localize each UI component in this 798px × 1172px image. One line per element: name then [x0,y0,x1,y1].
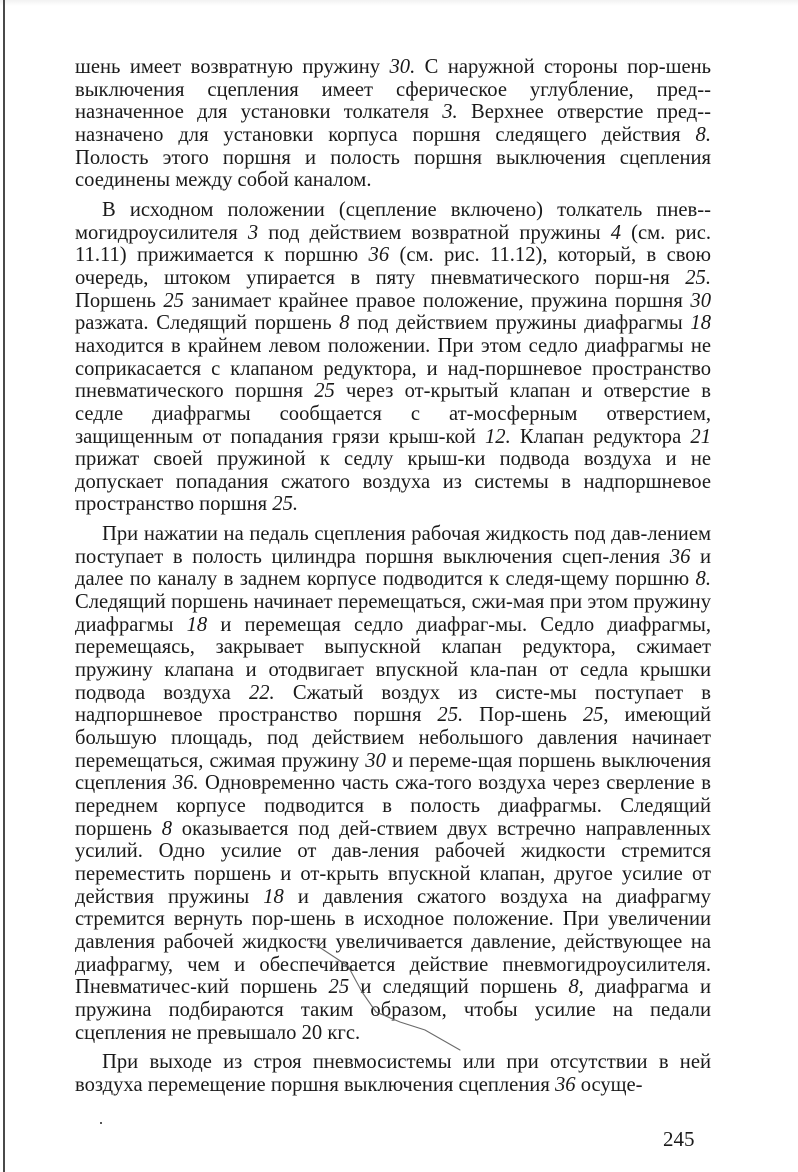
reference-number: 25. [272,493,299,516]
reference-number: 18 [186,613,208,636]
reference-number: 18 [690,312,711,335]
text-run: оказывается под дей-ствием двух встречно направленных усилий. Одно усилие от дав-ления рабочей жидкости стремится переместить поршень и от-крыть впускной клапан, другое усилие от действия пружины [75,817,711,908]
reference-number: 25. [685,266,711,289]
reference-number: 25 [328,976,350,999]
paragraph-1 [75,56,711,192]
text-run: (см. рис. 11.11) прижимается к поршню [75,221,711,267]
reference-number: 25. [437,704,464,727]
text-run: Одновременно часть сжа-того воздуха через сверление в переднем корпусе подводится в полость диафрагмы. Следящий поршень [75,772,711,840]
reference-number: 36 [368,244,390,267]
paragraph-3 [75,523,711,1044]
text-run: Верхнее отверстие пред-назначено для установки корпуса поршня следящего действия [75,101,711,146]
text-run: (см. рис. 11.12), который, в свою очередь, штоком упирается в пяту пневматического порш-ня [75,244,711,289]
reference-number: 3 [247,221,259,244]
text-run: находится в крайнем левом положении. При этом седло диафрагмы не соприкасается с клапаном редуктора, и над-поршневое пространство пневматического поршня [75,334,711,403]
reference-number: 25 [163,289,184,312]
scan-edge-top [0,0,798,6]
text-run: Сжатый воздух из систе-мы поступает в надпоршневое пространство поршня [75,681,711,727]
reference-number: 8, [568,976,584,999]
text-run: и переме-щая поршень выключения сцепления [75,749,711,795]
text-run: Полость этого поршня и полость поршня выключения сцепления соединены между собой каналом. [75,146,711,192]
text-run: под действием пружины диафрагмы [349,312,691,335]
text-run: При выходе из строя пневмосистемы или при отсутствии в ней воздуха перемещение поршня выключения сцепления [75,1051,711,1096]
reference-number: 30 [365,749,386,772]
reference-number: 8. [695,568,711,591]
page-number: 245 [663,1127,695,1151]
text-run: шень имеет возвратную пружину [75,56,390,78]
reference-number: 36 [669,545,691,568]
reference-number: 8 [161,817,173,840]
text-run: При нажатии на педаль сцепления рабочая жидкость под дав-лением поступает в полость цилиндра поршня выключения сцеп-ления [75,523,711,568]
page-body [75,56,711,1097]
reference-number: 25 [314,380,335,403]
paragraph-2 [75,199,711,516]
scan-edge-left [3,0,5,1172]
reference-number: 8. [695,123,711,146]
reference-number: 3. [442,101,458,124]
reference-number: 22. [248,681,275,704]
text-run: через от-крытый клапан и отверстие в седле диафрагмы сообщается с ат-мосферным отверстием, защищенным от попадания грязи крыш-кой [75,380,711,448]
stray-mark [100,1122,102,1124]
reference-number: 4 [610,221,621,244]
reference-number: 12. [484,425,511,448]
text-run: занимает крайнее правое положение, пружина поршня [183,289,691,312]
text-run: Поршень [75,289,164,312]
text-run: и давления сжатого воздуха на диафрагму стремится вернуть пор-шень в исходное положение. При увеличении давления рабочей жидкости увеличивается давление, действующее на диафрагму, чем и обеспечивается действие пневмогидроусилителя. Пневматичес-кий поршень [75,885,711,999]
reference-number: 30 [690,289,711,312]
reference-number: 8 [339,312,350,335]
text-run: осуще- [575,1073,643,1096]
text-run: разжата. Следящий поршень [75,312,340,335]
text-run: под действием возвратной пружины [258,221,611,244]
text-run: и следящий поршень [349,976,569,999]
reference-number: 21 [690,425,711,448]
reference-number: 25 [582,704,604,727]
text-run: С наружной стороны пор-шень выключения сцепления имеет сферическое углубление, пред-назначенное для установки толкателя [75,56,711,124]
text-run: и перемещая седло диафраг-мы. Седло диафрагмы, перемещаясь, закрывает выпускной клапан редуктора, сжимает пружину клапана и отодвигает впускной кла-пан от седла крышки подвода воздуха [75,613,711,704]
text-run: , имеющий большую площадь, под действием небольшого давления начинает перемещаться, сжимая пружину [75,704,711,772]
paragraph-4 [75,1051,711,1096]
text-run: Пор-шень [463,704,583,727]
text-run: диафрагма и пружина подбираются таким образом, чтобы усилие на педали сцепления не превышало 20 кгс. [75,976,711,1044]
text-run: прижат своей пружиной к седлу крыш-ки подвода воздуха и не допускает попадания сжатого воздуха из системы в надпоршневое пространство поршня [75,448,711,516]
reference-number: 18 [263,885,284,908]
reference-number: 36 [554,1073,576,1096]
reference-number: 36. [172,772,199,795]
text-run: Клапан редуктора [510,425,691,448]
text-run: Следящий поршень начинает перемещаться, сжи-мая при этом пружину диафрагмы [75,591,711,636]
text-run: и далее по каналу в заднем корпусе подводится к следя-щему поршню [75,545,711,591]
text-run: В исходном положении (сцепление включено) толкатель пнев-могидроусилителя [75,198,711,244]
reference-number: 30. [389,56,416,78]
